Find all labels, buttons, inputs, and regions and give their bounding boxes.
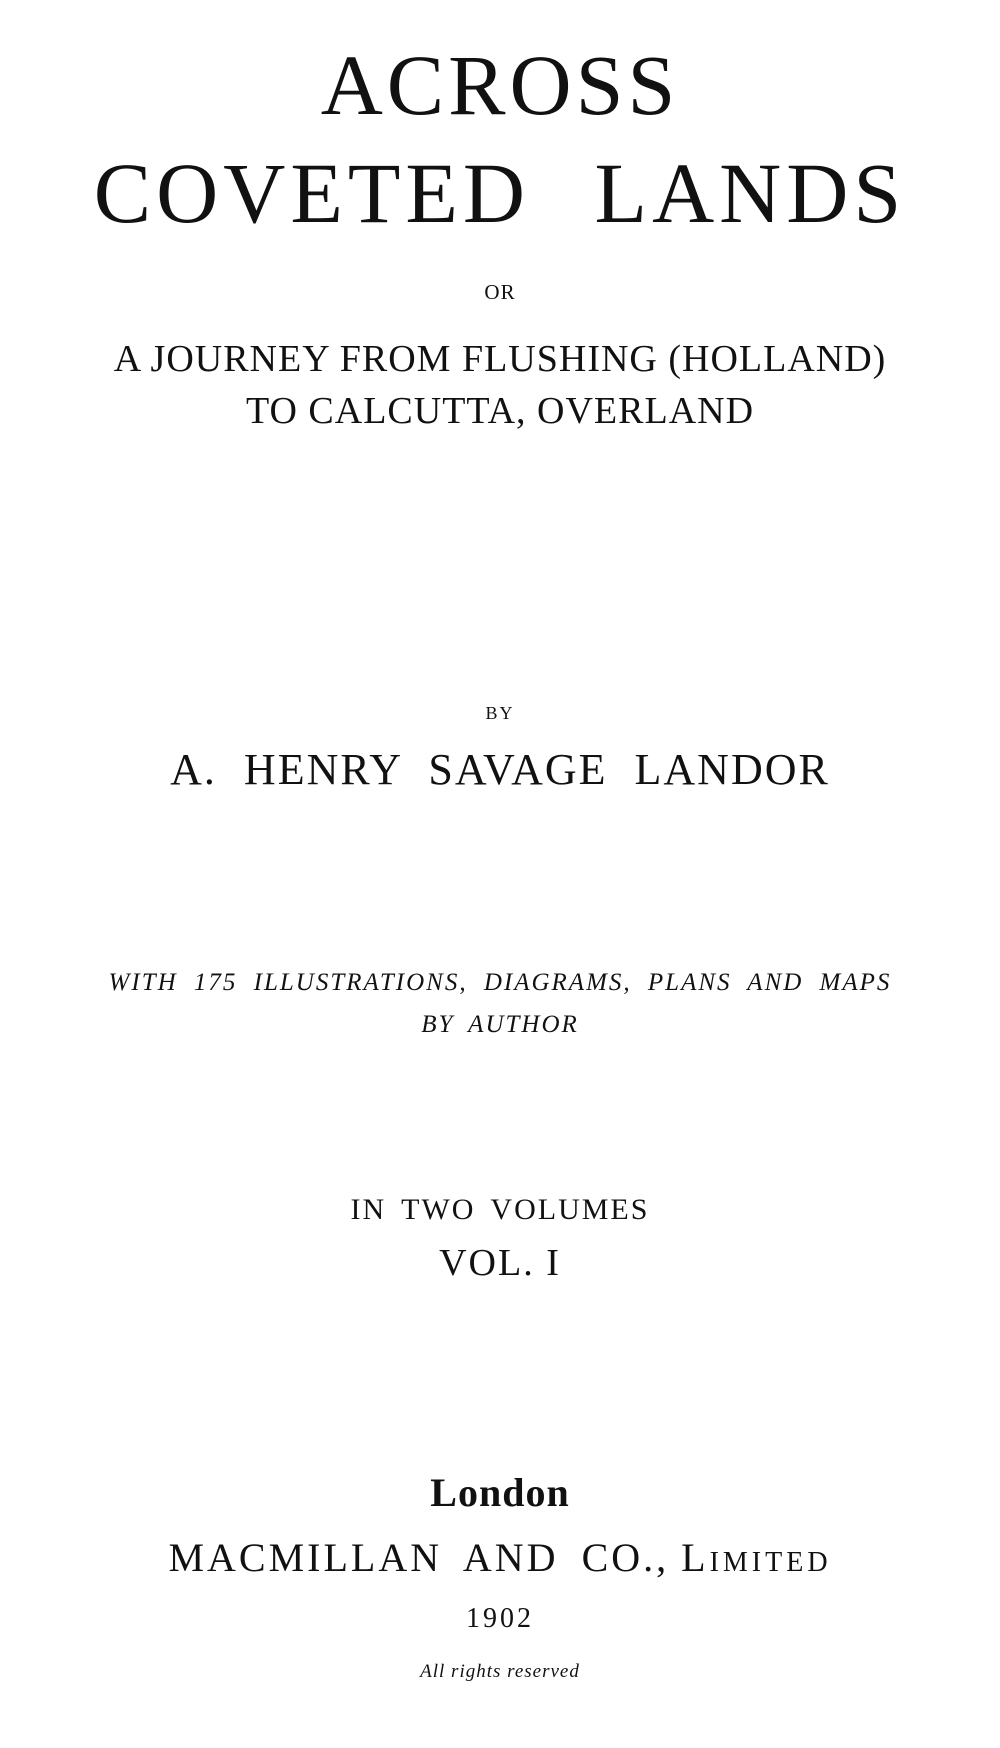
- author-name: A. HENRY SAVAGE LANDOR: [170, 745, 830, 794]
- publisher: [0, 1535, 1000, 1580]
- book-title-line-2: COVETED LANDS: [93, 145, 907, 241]
- publisher-suffix: Limited: [681, 1535, 832, 1580]
- subtitle-line-1: A JOURNEY FROM FLUSHING (HOLLAND): [113, 338, 887, 380]
- volume-number: VOL. I: [439, 1242, 561, 1284]
- book-title-line-1: ACROSS: [320, 37, 680, 133]
- illustrations-note-line-2: BY AUTHOR: [421, 1011, 579, 1038]
- publication-place: London: [430, 1470, 570, 1515]
- rights-notice: All rights reserved: [420, 1661, 580, 1682]
- byline-label: BY: [485, 703, 515, 723]
- publication-year: 1902: [466, 1603, 534, 1634]
- title-conjunction: OR: [484, 280, 516, 304]
- subtitle-line-2: TO CALCUTTA, OVERLAND: [245, 390, 755, 432]
- illustrations-note-line-1: WITH 175 ILLUSTRATIONS, DIAGRAMS, PLANS AND MAPS: [108, 969, 892, 996]
- publisher-name: MACMILLAN AND CO.,: [168, 1535, 670, 1580]
- volumes-note: IN TWO VOLUMES: [350, 1193, 650, 1226]
